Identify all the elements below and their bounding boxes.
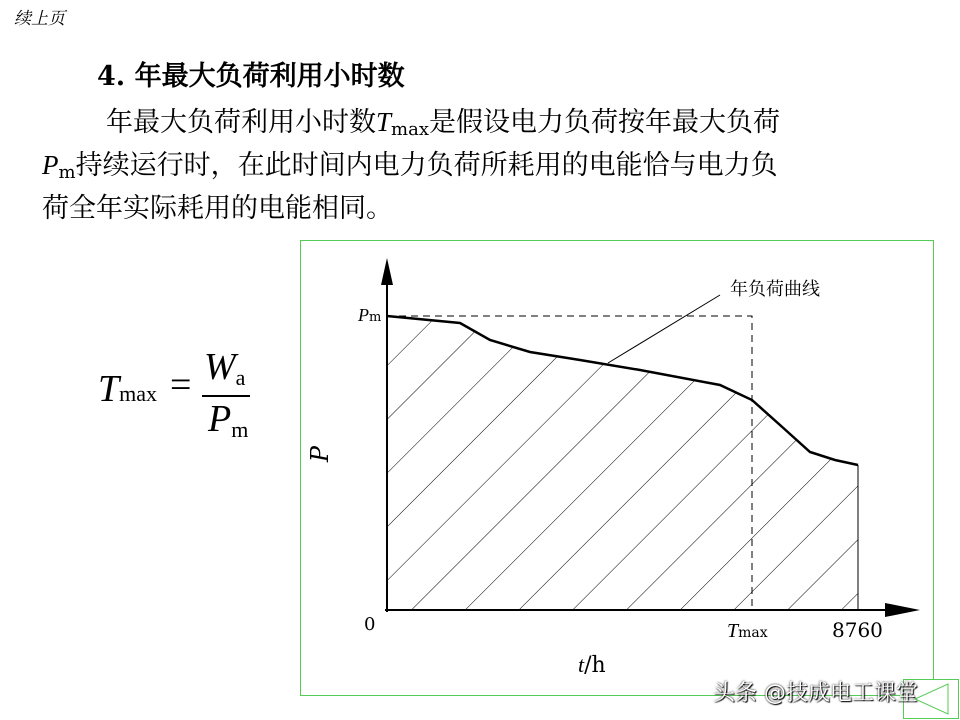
y-axis-label: P xyxy=(306,445,335,463)
curve-label: 年负荷曲线 xyxy=(730,279,820,300)
x-axis-label: t/h xyxy=(578,652,606,678)
continued-label: 续上页 xyxy=(14,9,65,29)
section-heading: 4. 年最大负荷利用小时数 xyxy=(97,61,405,92)
y-axis-arrow xyxy=(381,258,393,285)
paragraph-line-3: 荷全年实际耗用的电能相同。 xyxy=(42,193,393,224)
pm-label: Pm xyxy=(358,305,382,325)
tmax-label: Tmax xyxy=(727,620,768,642)
x-end-label: 8760 xyxy=(832,618,883,642)
paragraph-line-1: 年最大负荷利用小时数$T_{max}$是假设电力负荷按年最大负荷 xyxy=(106,107,780,140)
paragraph-line-2: $P_m$持续运行时，在此时间内电力负荷所耗用的电能恰与电力负 xyxy=(42,150,778,183)
label-leader xyxy=(608,295,720,363)
origin-label: 0 xyxy=(364,614,376,635)
watermark: 头条 @技成电工课堂 xyxy=(713,681,918,706)
area-under-curve xyxy=(387,316,858,610)
x-axis-arrow xyxy=(885,603,920,617)
